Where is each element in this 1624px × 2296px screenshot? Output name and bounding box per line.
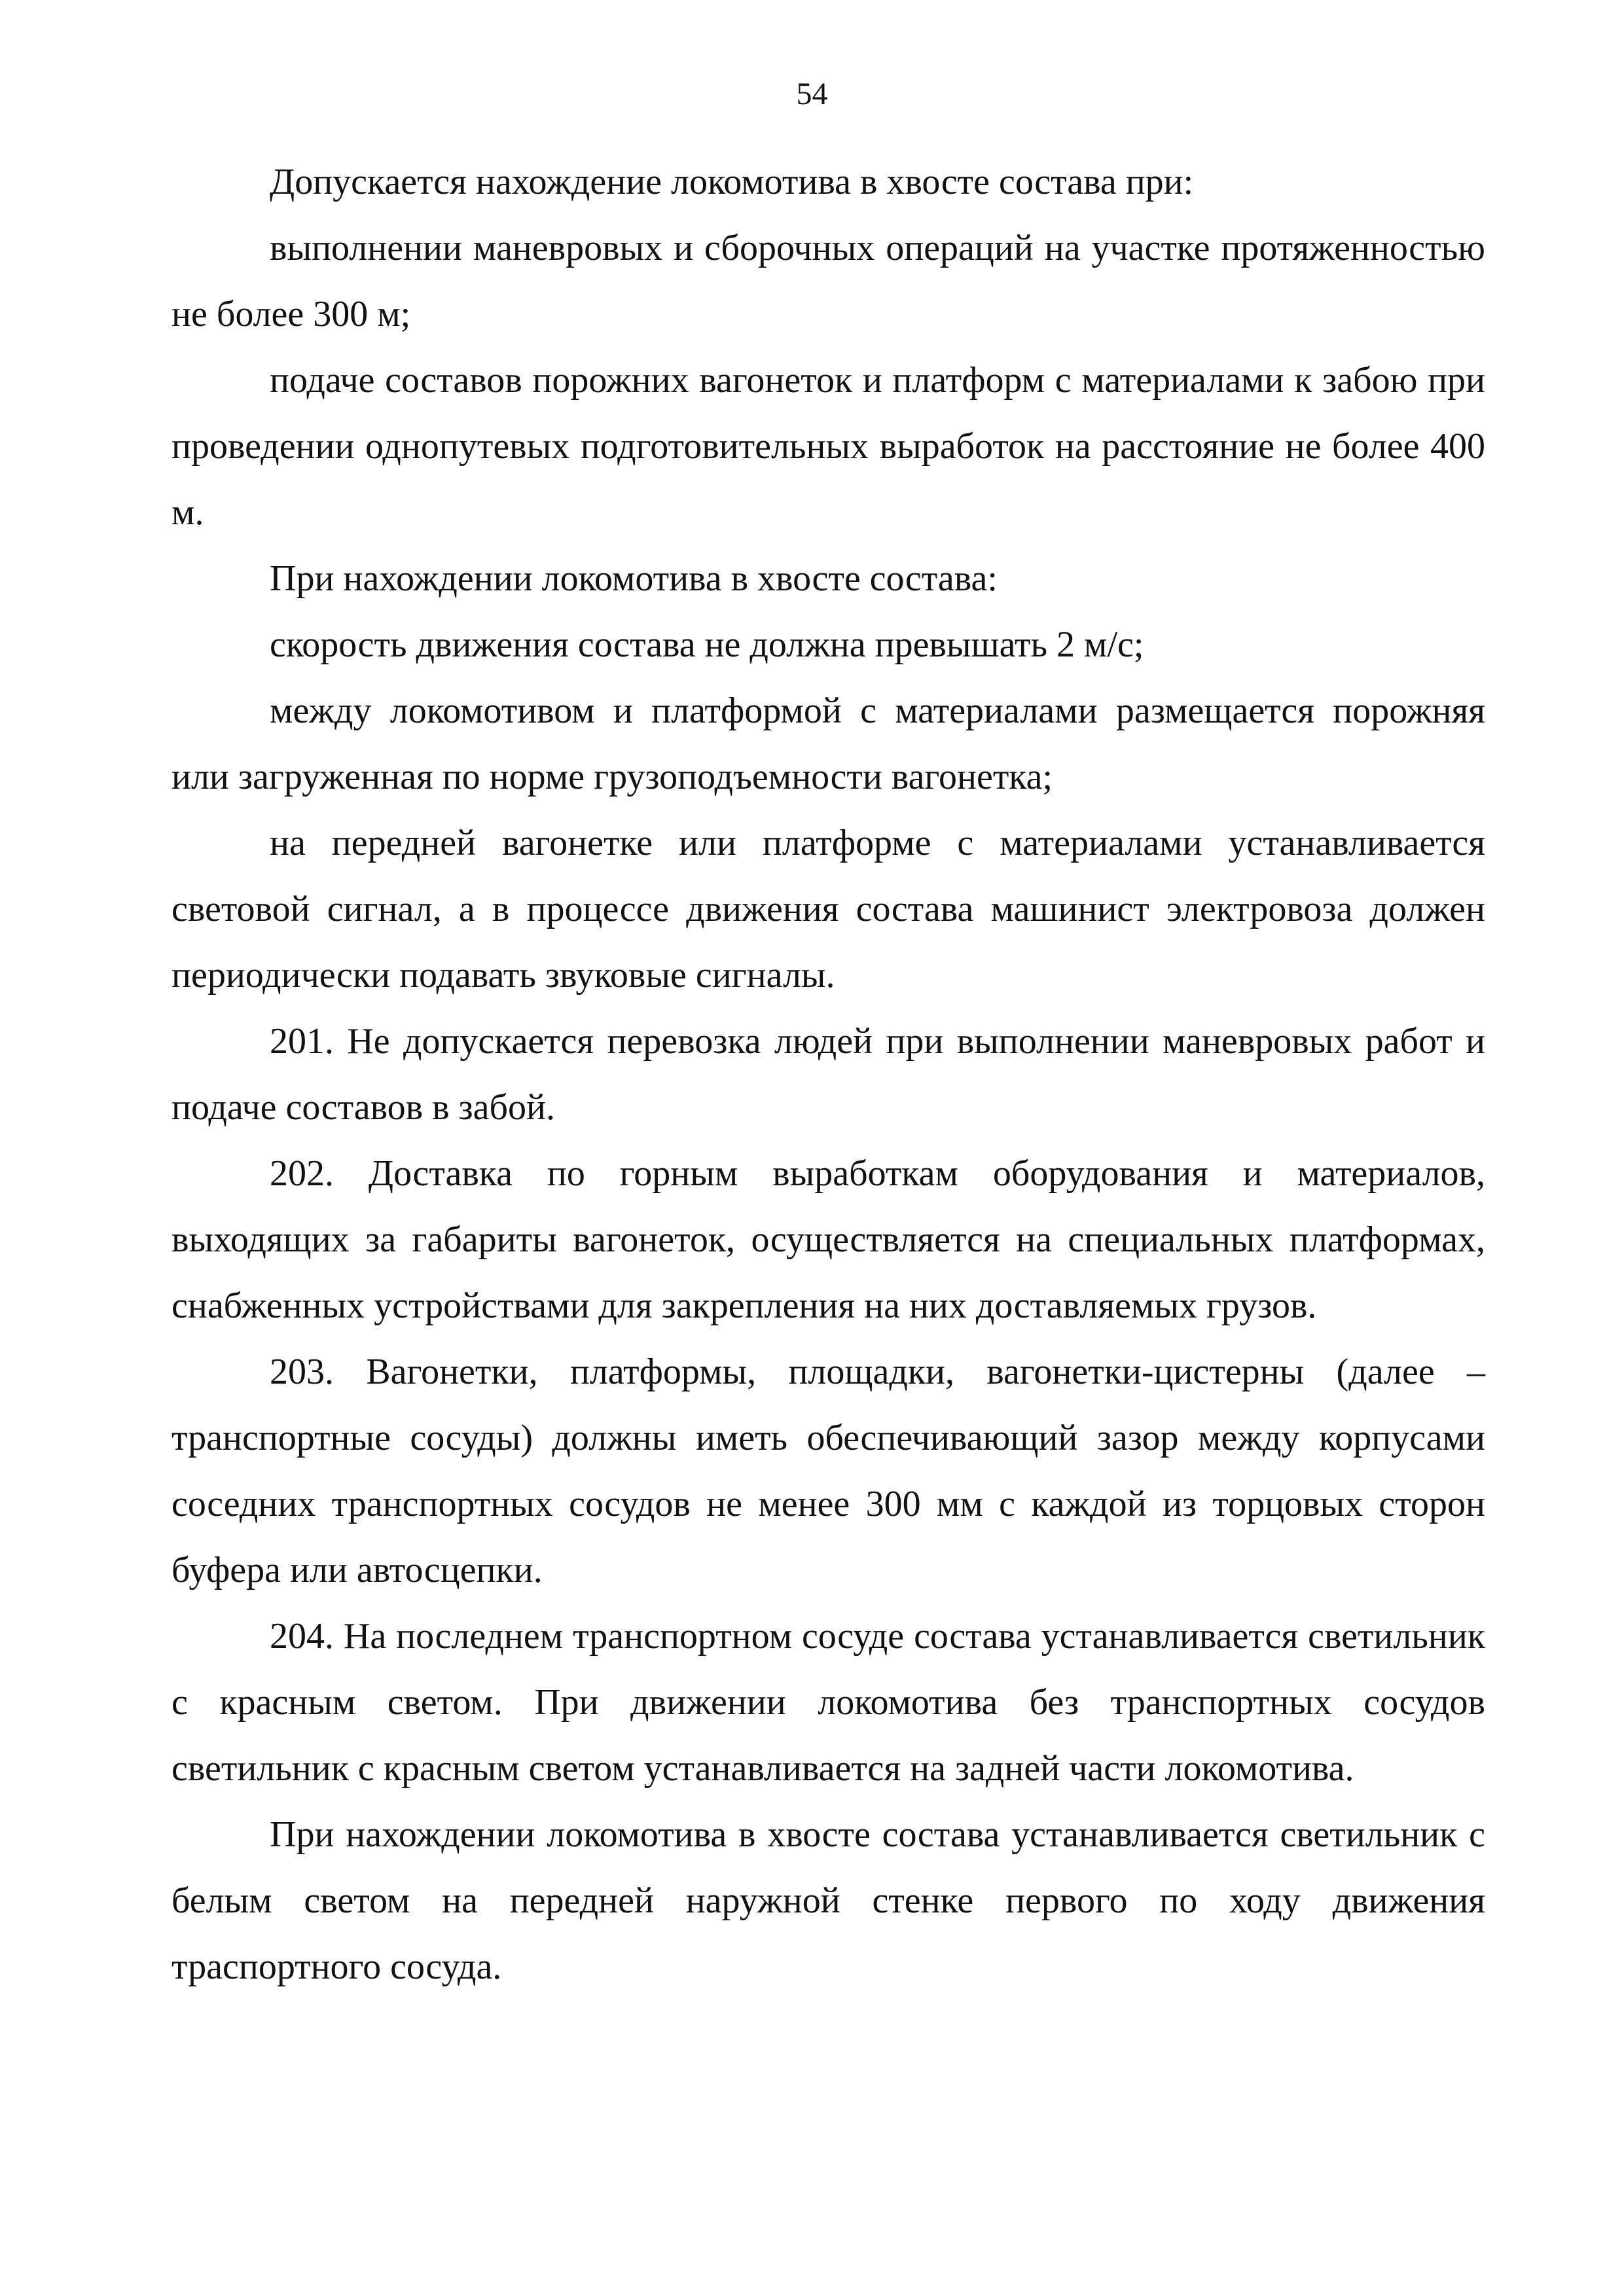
paragraph-empty-wagons-supply: подаче составов порожних вагонеток и платформ с материалами к забою при проведении однопутевых подготовительных выработок на расстояние не более 400 м. xyxy=(171,360,1485,533)
clause-204: 204. На последнем транспортном сосуде состава устанавливается светильник с красным светом. При движении локомотива без транспортных сосудов светильник с красным светом устанавливается на задней части локомотива. xyxy=(171,1616,1485,1789)
clause-201: 201. Не допускается перевозка людей при выполнении маневровых работ и подаче составов в забой. xyxy=(171,1021,1485,1128)
document-body xyxy=(171,149,1485,2000)
paragraph-wagon-between: между локомотивом и платформой с материалами размещается порожняя или загруженная по норме грузоподъемности вагонетка; xyxy=(171,691,1485,797)
paragraph-speed-limit: скорость движения состава не должна превышать 2 м/с; xyxy=(270,624,1144,665)
paragraph-locomotive-tail-conditions: При нахождении локомотива в хвосте состава: xyxy=(270,558,998,599)
paragraph-white-light: При нахождении локомотива в хвосте состава устанавливается светильник с белым светом на передней наружной стенке первого по ходу движения траспортного сосуда. xyxy=(171,1814,1485,1987)
clause-203: 203. Вагонетки, платформы, площадки, вагонетки-цистерны (далее – транспортные сосуды) должны иметь обеспечивающий зазор между корпусами соседних транспортных сосудов не менее 300 мм с каждой из торцовых сторон буфера или автосцепки. xyxy=(171,1352,1485,1590)
clause-202: 202. Доставка по горным выработкам оборудования и материалов, выходящих за габариты вагонеток, осуществляется на специальных платформах, снабженных устройствами для закрепления на них доставляемых грузов. xyxy=(171,1153,1485,1326)
paragraph-shunting-operations: выполнении маневровых и сборочных операций на участке протяженностью не более 300 м; xyxy=(171,228,1485,334)
paragraph-locomotive-tail-allowed: Допускается нахождение локомотива в хвосте состава при: xyxy=(270,162,1194,202)
paragraph-light-signal: на передней вагонетке или платформе с материалами устанавливается световой сигнал, а в процессе движения состава машинист электровоза должен периодически подавать звуковые сигналы. xyxy=(171,823,1485,996)
page-number: 54 xyxy=(796,77,828,111)
